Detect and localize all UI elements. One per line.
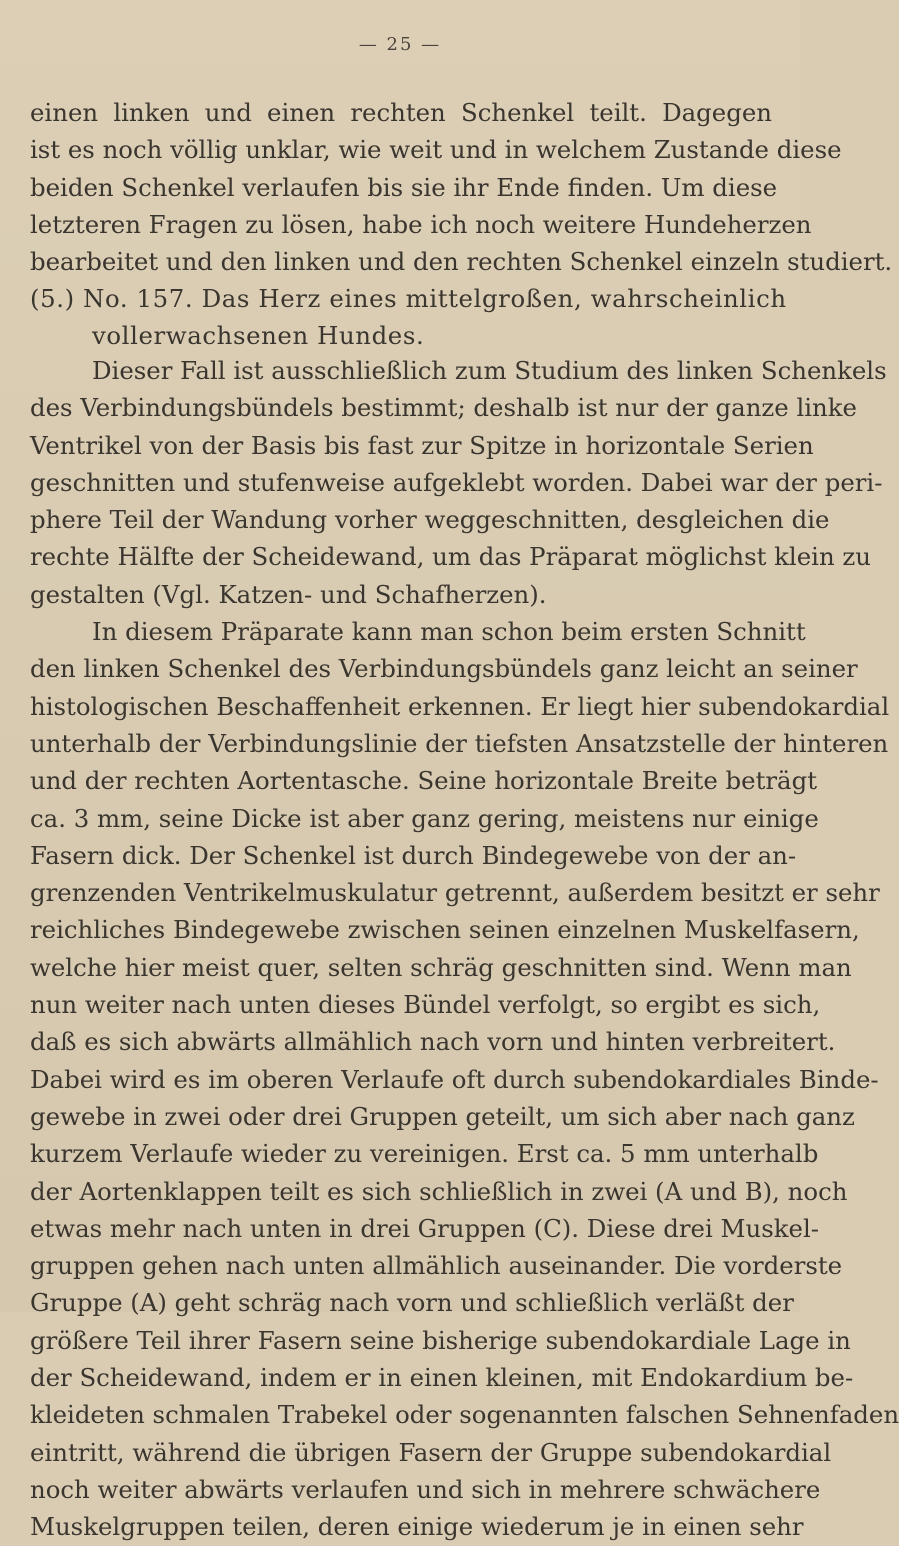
text-line: Dieser Fall ist ausschließlich zum Studium des linken Schenkels	[92, 356, 887, 385]
text-line: gestalten (Vgl. Katzen- und Schafherzen).	[30, 579, 547, 609]
text-line: welche hier meist quer, selten schräg geschnitten sind. Wenn man	[30, 952, 852, 982]
text-line: etwas mehr nach unten in drei Gruppen (C). Diese drei Muskel-	[30, 1213, 820, 1243]
text-line: rechte Hälfte der Scheidewand, um das Präparat möglichst klein zu	[30, 542, 871, 572]
text-line: den linken Schenkel des Verbindungsbündels ganz leicht an seiner	[30, 654, 858, 684]
text-line: Muskelgruppen teilen, deren einige wiederum je in einen sehr	[30, 1512, 804, 1542]
text-line: histologischen Beschaffenheit erkennen. Er liegt hier subendokardial	[30, 691, 890, 721]
page-number: — 25 —	[358, 34, 442, 55]
text-line: daß es sich abwärts allmählich nach vorn und hinten verbreitert.	[30, 1027, 836, 1057]
text-line: letzteren Fragen zu lösen, habe ich noch weitere Hundeherzen	[30, 209, 812, 239]
section-heading	[30, 280, 787, 355]
text-line: gruppen gehen nach unten allmählich auseinander. Die vorderste	[30, 1251, 843, 1281]
text-line: grenzenden Ventrikelmuskulatur getrennt, außerdem besitzt er sehr	[30, 878, 880, 908]
intro-paragraph	[30, 94, 893, 280]
text-line: des Verbindungsbündels bestimmt; deshalb ist nur der ganze linke	[30, 393, 857, 423]
text-line: unterhalb der Verbindungslinie der tiefsten Ansatzstelle der hinteren	[30, 728, 889, 758]
text-line: reichliches Bindegewebe zwischen seinen einzelnen Muskelfasern,	[30, 915, 860, 945]
text-line: gewebe in zwei oder drei Gruppen geteilt, um sich aber nach ganz	[30, 1101, 855, 1131]
text-line: noch weiter abwärts verlaufen und sich in mehrere schwächere	[30, 1474, 821, 1504]
text-line: In diesem Präparate kann man schon beim ersten Schnitt	[92, 617, 806, 647]
text-line: phere Teil der Wandung vorher weggeschnitten, desgleichen die	[30, 505, 830, 535]
heading-line: vollerwachsenen Hundes.	[92, 321, 425, 351]
text-line: Ventrikel von der Basis bis fast zur Spitze in horizontale Serien	[30, 430, 814, 460]
text-line: der Scheidewand, indem er in einen kleinen, mit Endokardium be-	[30, 1363, 854, 1393]
text-line: kurzem Verlaufe wieder zu vereinigen. Erst ca. 5 mm unterhalb	[30, 1139, 819, 1169]
body-text	[30, 352, 899, 1546]
text-line: größere Teil ihrer Fasern seine bisherige subendokardiale Lage in	[30, 1325, 851, 1355]
text-line: kleideten schmalen Trabekel oder sogenannten falschen Sehnenfaden	[30, 1400, 899, 1430]
text-line: geschnitten und stufenweise aufgeklebt worden. Dabei war der peri-	[30, 467, 883, 497]
text-line: beiden Schenkel verlaufen bis sie ihr Ende finden. Um diese	[30, 172, 778, 202]
text-line: nun weiter nach unten dieses Bündel verfolgt, so ergibt es sich,	[30, 990, 821, 1020]
heading-line: (5.) No. 157. Das Herz eines mittelgroßen, wahrscheinlich	[30, 284, 787, 313]
text-line: Gruppe (A) geht schräg nach vorn und schließlich verläßt der	[30, 1288, 794, 1318]
text-line: eintritt, während die übrigen Fasern der Gruppe subendokardial	[30, 1437, 832, 1467]
text-line: und der rechten Aortentasche. Seine horizontale Breite beträgt	[30, 766, 818, 796]
text-line: ist es noch völlig unklar, wie weit und in welchem Zustande diese	[30, 135, 842, 165]
text-line: der Aortenklappen teilt es sich schließlich in zwei (A und B), noch	[30, 1176, 848, 1206]
text-line: ca. 3 mm, seine Dicke ist aber ganz gering, meistens nur einige	[30, 803, 819, 833]
text-line: Dabei wird es im oberen Verlaufe oft durch subendokardiales Binde-	[30, 1064, 879, 1094]
text-line: einen linken und einen rechten Schenkel teilt. Dagegen	[30, 98, 772, 127]
text-line: Fasern dick. Der Schenkel ist durch Bindegewebe von der an-	[30, 840, 797, 870]
text-line: bearbeitet und den linken und den rechten Schenkel einzeln studiert.	[30, 247, 893, 277]
